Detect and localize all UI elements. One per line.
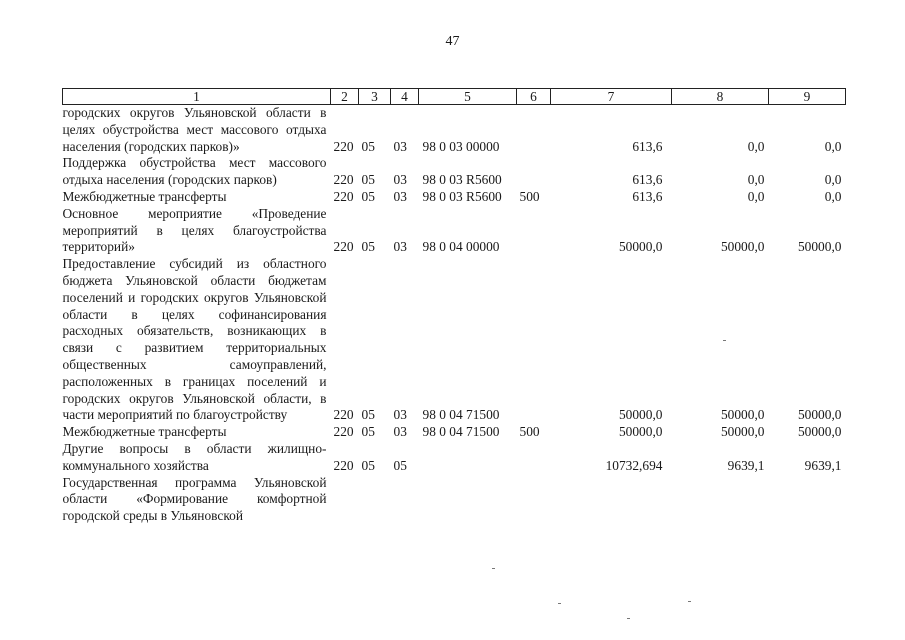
row-amount-9: 0,0 xyxy=(824,172,842,188)
row-name: Предоставление субсидий из областного бюджета Ульяновской области бюджетам поселений и городских округов Ульяновской области в целях софинансирования расходных обязательств, возникающих в связи с развитием территориальных общественных самоуправлений, расположенных в границах поселений и городских округов Ульяновской области, в части мероприятий по благоустройству xyxy=(62,256,327,423)
page-number: 47 xyxy=(445,34,460,49)
row-amount-7: 613,6 xyxy=(632,172,663,188)
row-code-ministry: 220 xyxy=(333,188,354,204)
row-code-section: 05 xyxy=(361,138,375,154)
row-code-expense-type xyxy=(517,206,551,256)
table-row xyxy=(63,189,846,206)
row-amount-8: 0,0 xyxy=(747,138,765,154)
row-amount-9: 9639,1 xyxy=(804,457,842,473)
row-code-target: 98 0 03 00000 xyxy=(422,138,500,154)
row-name: Межбюджетные трансферты xyxy=(62,424,227,440)
row-code-subsection: 03 xyxy=(393,172,407,188)
row-amount-7: 10732,694 xyxy=(605,457,663,473)
table-row xyxy=(63,424,846,441)
scan-speck xyxy=(558,603,561,604)
row-code-expense-type xyxy=(517,105,551,156)
row-code-subsection xyxy=(391,475,419,525)
row-code-target: 98 0 03 R5600 xyxy=(422,172,502,188)
row-amount-7: 50000,0 xyxy=(618,407,663,423)
scan-speck xyxy=(688,601,691,602)
row-code-ministry xyxy=(331,475,359,525)
header-cell: 3 xyxy=(359,89,391,105)
table-row xyxy=(63,441,846,475)
header-cell: 6 xyxy=(517,89,551,105)
table-row xyxy=(63,475,846,525)
row-amount-7: 50000,0 xyxy=(618,424,663,440)
row-amount-7: 613,6 xyxy=(632,138,663,154)
header-cell: 8 xyxy=(672,89,769,105)
row-amount-9: 0,0 xyxy=(824,188,842,204)
row-code-section xyxy=(359,475,391,525)
scan-speck xyxy=(627,618,630,619)
row-code-section: 05 xyxy=(361,172,375,188)
row-code-subsection: 03 xyxy=(393,239,407,255)
row-code-target: 98 0 03 R5600 xyxy=(422,188,502,204)
row-amount-8: 50000,0 xyxy=(720,407,765,423)
row-name: Межбюджетные трансферты xyxy=(62,188,227,204)
row-code-ministry: 220 xyxy=(333,138,354,154)
table-row xyxy=(63,105,846,156)
header-cell: 4 xyxy=(391,89,419,105)
row-code-ministry: 220 xyxy=(333,407,354,423)
header-cell: 7 xyxy=(551,89,672,105)
row-code-ministry: 220 xyxy=(333,424,354,440)
row-amount-9: 50000,0 xyxy=(797,239,842,255)
row-code-section: 05 xyxy=(361,239,375,255)
budget-table xyxy=(62,88,846,525)
row-code-expense-type xyxy=(517,155,551,189)
row-code-ministry: 220 xyxy=(333,457,354,473)
row-code-subsection: 03 xyxy=(393,407,407,423)
header-cell: 2 xyxy=(331,89,359,105)
row-amount-8: 0,0 xyxy=(747,188,765,204)
row-name: Государственная программа Ульяновской области «Формирование комфортной городской среды в Ульяновской xyxy=(62,474,327,524)
row-code-ministry: 220 xyxy=(333,172,354,188)
row-code-target xyxy=(419,475,517,525)
row-code-subsection: 05 xyxy=(393,457,407,473)
row-amount-8: 9639,1 xyxy=(727,457,765,473)
row-amount-7 xyxy=(551,475,672,525)
row-code-subsection: 03 xyxy=(393,424,407,440)
row-code-expense-type xyxy=(517,441,551,475)
row-amount-7: 613,6 xyxy=(632,188,663,204)
row-code-section: 05 xyxy=(361,457,375,473)
row-code-target: 98 0 04 71500 xyxy=(422,424,500,440)
row-amount-8: 0,0 xyxy=(747,172,765,188)
row-code-subsection: 03 xyxy=(393,138,407,154)
row-code-section: 05 xyxy=(361,407,375,423)
scan-speck xyxy=(492,568,495,569)
scan-speck xyxy=(723,340,726,341)
row-code-ministry: 220 xyxy=(333,239,354,255)
header-cell: 1 xyxy=(63,89,331,105)
table-row xyxy=(63,206,846,256)
row-name: Основное мероприятие «Проведение мероприятий в целях благоустройства территорий» xyxy=(62,205,327,255)
row-name: Поддержка обустройства мест массового отдыха населения (городских парков) xyxy=(62,155,327,188)
row-name: Другие вопросы в области жилищно-коммунального хозяйства xyxy=(62,440,327,473)
header-cell: 9 xyxy=(769,89,846,105)
row-code-section: 05 xyxy=(361,188,375,204)
header-cell: 5 xyxy=(419,89,517,105)
row-name: городских округов Ульяновской области в целях обустройства мест массового отдыха населения (городских парков)» xyxy=(62,105,327,154)
row-amount-9: 0,0 xyxy=(824,138,842,154)
table-row xyxy=(63,155,846,189)
row-code-expense-type: 500 xyxy=(519,188,540,204)
row-amount-7: 50000,0 xyxy=(618,239,663,255)
row-code-target xyxy=(419,441,517,475)
row-amount-9: 50000,0 xyxy=(797,407,842,423)
row-amount-9 xyxy=(769,475,846,525)
table-header-row xyxy=(63,89,846,105)
row-code-expense-type xyxy=(517,475,551,525)
table-row xyxy=(63,256,846,424)
row-code-expense-type xyxy=(517,256,551,424)
row-code-target: 98 0 04 71500 xyxy=(422,407,500,423)
row-code-section: 05 xyxy=(361,424,375,440)
row-code-target: 98 0 04 00000 xyxy=(422,239,500,255)
row-code-expense-type: 500 xyxy=(519,424,540,440)
row-amount-8: 50000,0 xyxy=(720,424,765,440)
row-amount-8 xyxy=(672,475,769,525)
row-amount-8: 50000,0 xyxy=(720,239,765,255)
row-amount-9: 50000,0 xyxy=(797,424,842,440)
row-code-subsection: 03 xyxy=(393,188,407,204)
